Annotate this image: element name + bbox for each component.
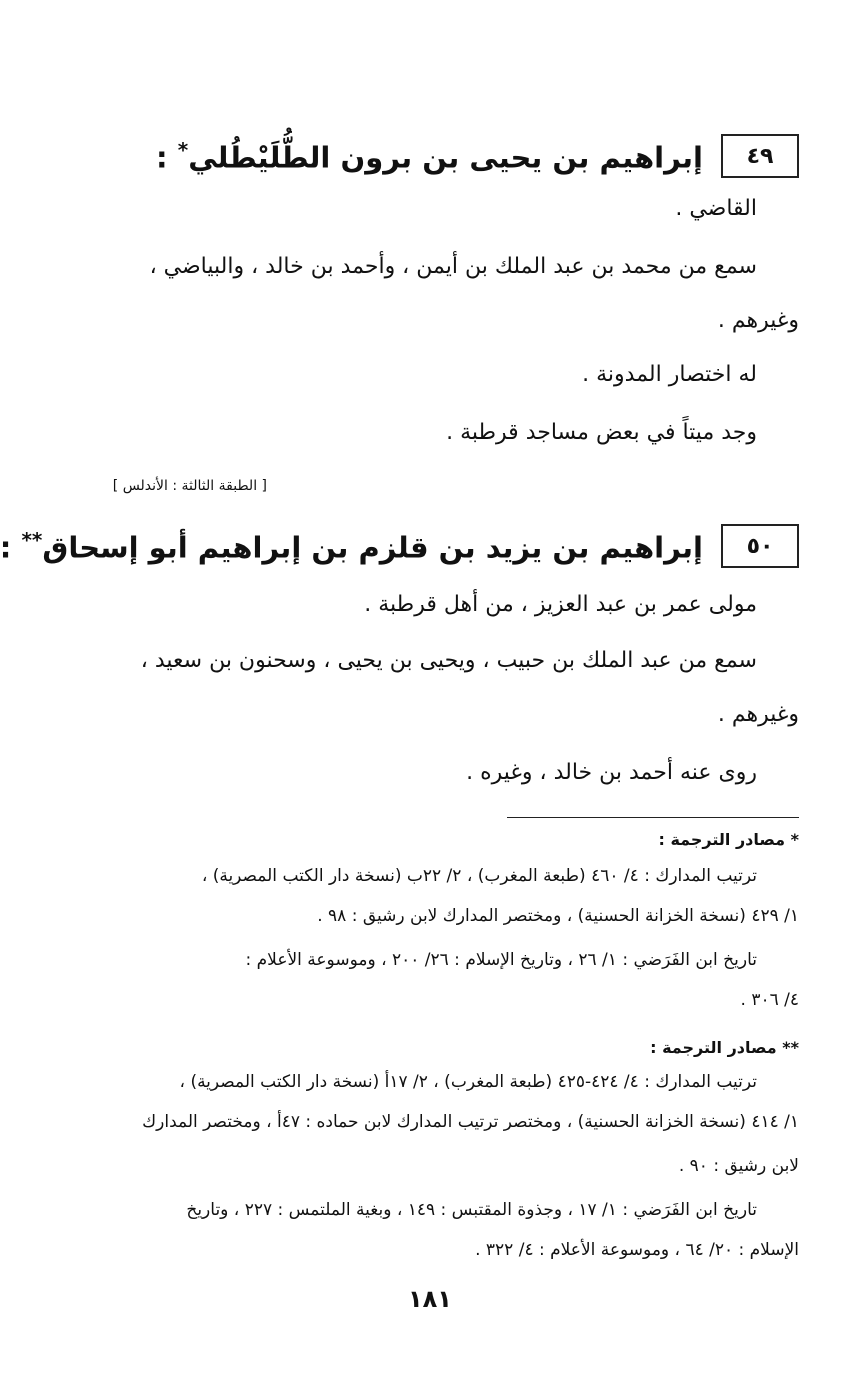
entry-50-line-2: سمع من عبد الملك بن حبيب ، ويحيى بن يحيى ، وسحنون بن سعيد ، xyxy=(140,648,757,673)
entry-50-colon: : xyxy=(0,530,12,565)
entry-49-name-text: إبراهيم بن يحيى بن برون الطُّلَيْطُلي xyxy=(188,140,703,175)
entry-49-colon: : xyxy=(156,140,168,175)
footnote-1-line-3: تاريخ ابن الفَرَضي : ١/ ٢٦ ، وتاريخ الإسلام : ٢٦/ ٢٠٠ ، وموسوعة الأعلام : xyxy=(245,950,757,970)
footnote-2-line-2: ١/ ٤١٤ (نسخة الخزانة الحسنية) ، ومختصر ترتيب المدارك لابن حماده : ٤٧أ ، ومختصر المدارك xyxy=(142,1112,799,1132)
entry-50-line-1: مولى عمر بن عبد العزيز ، من أهل قرطبة . xyxy=(364,592,757,617)
entry-50-name xyxy=(0,528,703,565)
footnote-2-line-3: لابن رشيق : ٩٠ . xyxy=(678,1156,799,1176)
entry-49-line-1: القاضي . xyxy=(675,196,757,221)
footnote-1-line-1: ترتيب المدارك : ٤/ ٤٦٠ (طبعة المغرب) ، ٢/ ٢٢ب (نسخة دار الكتب المصرية) ، xyxy=(201,866,757,886)
section-tag: [ الطبقة الثالثة : الأندلس ] xyxy=(112,478,267,494)
footnote-1-line-2: ١/ ٤٢٩ (نسخة الخزانة الحسنية) ، ومختصر المدارك لابن رشيق : ٩٨ . xyxy=(317,906,799,926)
footnote-1-heading: * مصادر الترجمة : xyxy=(658,830,799,849)
entry-49-line-5: وجد ميتاً في بعض مساجد قرطبة . xyxy=(446,420,757,445)
entry-49-line-4: له اختصار المدونة . xyxy=(582,362,757,387)
footnote-separator xyxy=(507,817,799,818)
entry-49-heading xyxy=(156,134,799,178)
footnote-2-line-4: تاريخ ابن الفَرَضي : ١/ ١٧ ، وجذوة المقتبس : ١٤٩ ، وبغية الملتمس : ٢٢٧ ، وتاريخ xyxy=(186,1200,757,1220)
footnote-2-line-1: ترتيب المدارك : ٤/ ٤٢٤-٤٢٥ (طبعة المغرب) ، ٢/ ١٧أ (نسخة دار الكتب المصرية) ، xyxy=(179,1072,757,1092)
entry-49-name xyxy=(156,138,703,175)
footnote-2-line-5: الإسلام : ٢٠/ ٦٤ ، وموسوعة الأعلام : ٤/ ٣٢٢ . xyxy=(475,1240,799,1260)
entry-49-line-3: وغيرهم . xyxy=(717,308,799,333)
entry-49-line-2: سمع من محمد بن عبد الملك بن أيمن ، وأحمد بن خالد ، والبياضي ، xyxy=(149,254,757,279)
entry-50-heading xyxy=(0,524,799,568)
entry-50-footnote-marker: ** xyxy=(21,527,43,552)
entry-49-number: ٤٩ xyxy=(721,134,799,178)
page-number: ١٨١ xyxy=(408,1285,452,1313)
footnote-2-heading: ** مصادر الترجمة : xyxy=(650,1038,799,1057)
entry-50-number: ٥٠ xyxy=(721,524,799,568)
entry-50-line-3: وغيرهم . xyxy=(717,702,799,727)
entry-50-name-text: إبراهيم بن يزيد بن قلزم بن إبراهيم أبو إسحاق xyxy=(42,530,703,565)
entry-49-footnote-marker: * xyxy=(177,137,189,162)
footnote-1-line-4: ٤/ ٣٠٦ . xyxy=(740,990,799,1010)
entry-50-line-4: روى عنه أحمد بن خالد ، وغيره . xyxy=(466,760,757,785)
